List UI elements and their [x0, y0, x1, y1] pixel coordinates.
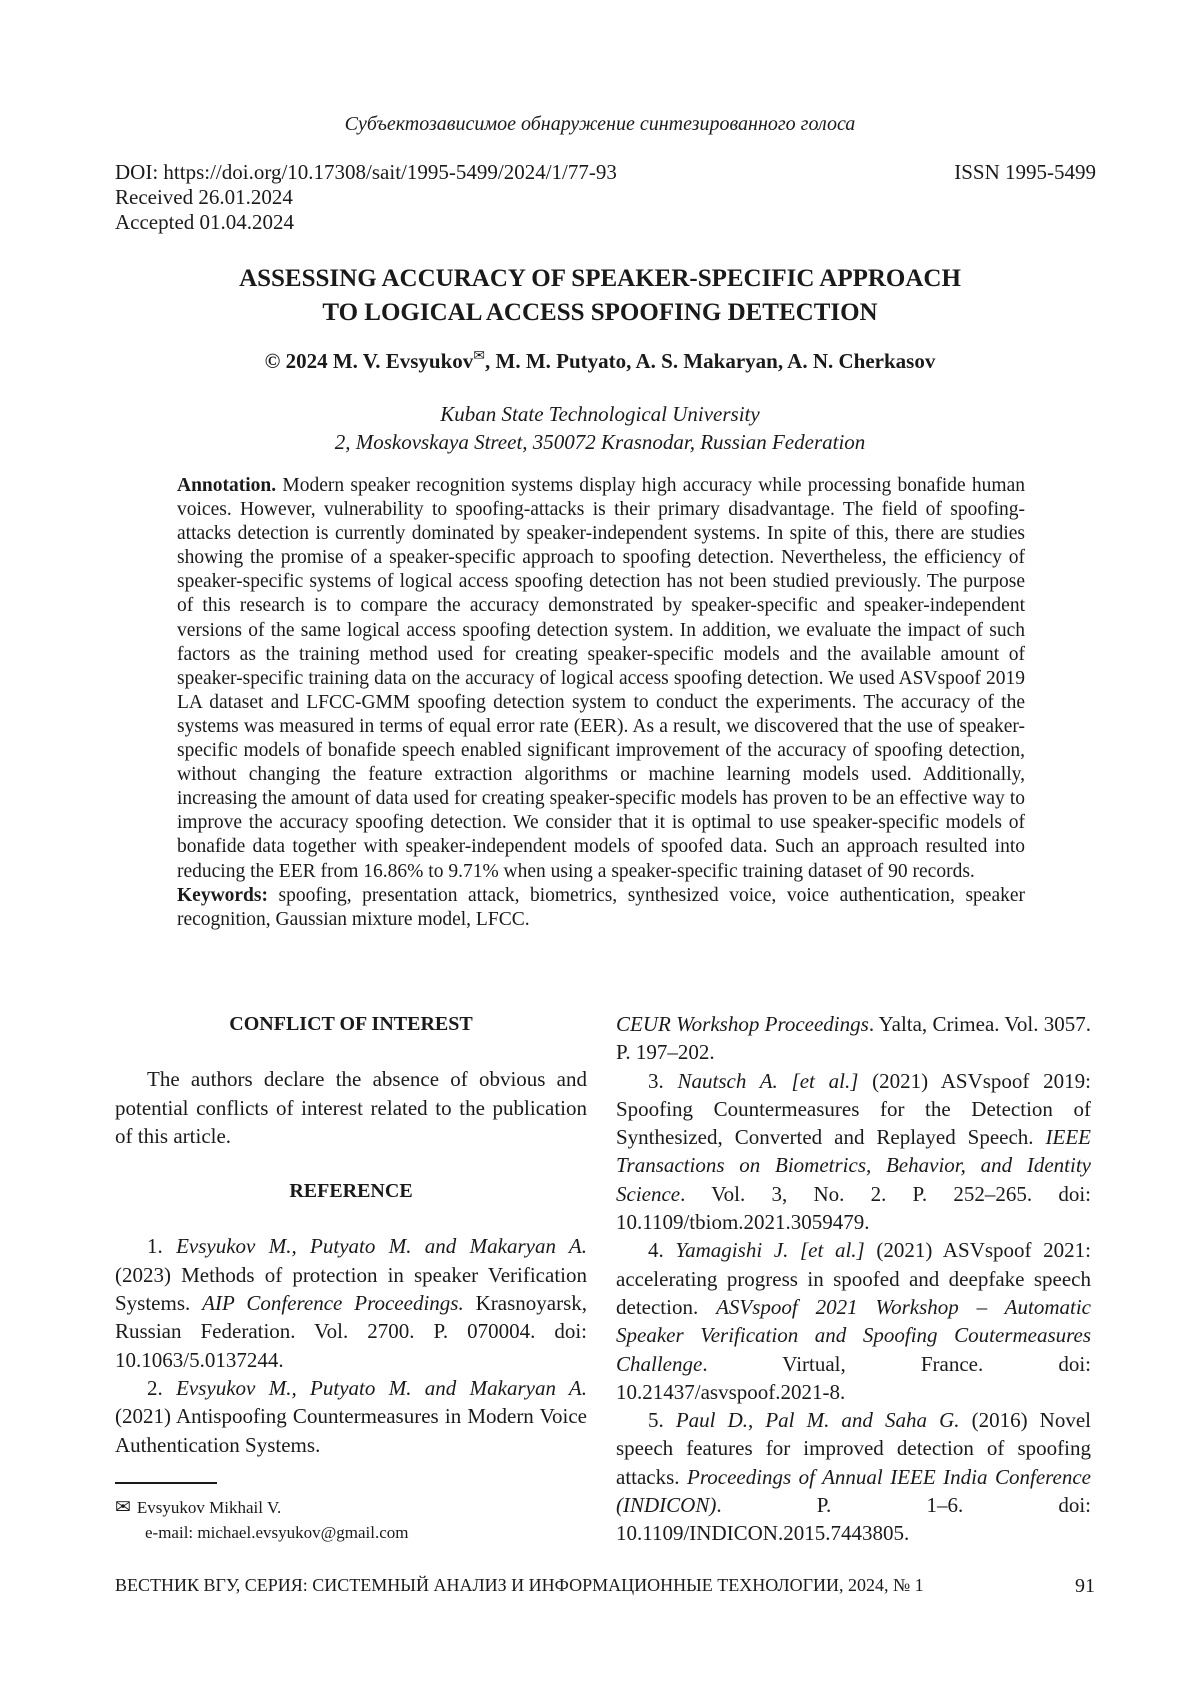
- envelope-icon: ✉: [115, 1497, 131, 1518]
- abstract-text: Modern speaker recognition systems display high accuracy while processing bonafide human voices. However, vulnerability to spoofing-attacks is their primary disadvantage. The field of spoofing-attacks detection is currently dominated by speaker-independent systems. In spite of this, there are studies showing the promise of a speaker-specific approach to spoofing detection. Nevertheless, the efficiency of speaker-specific systems of logical access spoofing detection has not been studied previously. The purpose of this research is to compare the accuracy demonstrated by speaker-specific and speaker-independent versions of the same logical access spoofing detection system. In addition, we evaluate the impact of such factors as the training method used for creating speaker-specific models and the available amount of speaker-specific training data on the accuracy of logical access spoofing detection. We used ASVspoof 2019 LA dataset and LFCC-GMM spoofing detection system to conduct the experiments. The accuracy of the systems was measured in terms of equal error rate (EER). As a result, we discovered that the use of speaker-specific models of bonafide speech enabled significant improvement of the accuracy of spoofing detection, without changing the feature extraction algorithms or machine learning models used. Additionally, increasing the amount of data used for creating speaker-specific models has proven to be an effective way to improve the accuracy spoofing detection. We consider that it is optimal to use speaker-specific models of bonafide data together with speaker-independent models of spoofed data. Such an approach resulted into reducing the EER from 16.86% to 9.71% when using a speaker-specific training dataset of 90 records.: [177, 475, 1025, 882]
- affiliation-address: 2, Moskovskaya Street, 350072 Krasnodar, Russian Federation: [334, 430, 866, 454]
- reference-item-2-start: 2. Evsyukov M., Putyato M. and Makaryan A. (2021) Antispoofing Countermeasures in Modern Voice Authentication Systems.: [115, 1375, 587, 1457]
- accepted-date: Accepted 01.04.2024: [115, 210, 295, 234]
- reference-item-5: 5. Paul D., Pal M. and Saha G. (2016) Novel speech features for improved detection of spoofing attacks. Proceedings of Annual IEEE India Conference (INDICON). P. 1–6. doi: 10.1109/INDICON.2015.7443805.: [616, 1408, 1092, 1546]
- keywords-label: Keywords:: [177, 884, 268, 906]
- article-title: [0, 262, 1200, 330]
- page-number: 91: [1075, 1575, 1095, 1597]
- conflict-heading: CONFLICT OF INTEREST: [229, 1013, 473, 1035]
- reference-item-1: 1. Evsyukov M., Putyato M. and Makaryan A. (2023) Methods of protection in speaker Verification Systems. AIP Conference Proceedings. Krasnoyarsk, Russian Federation. Vol. 2700. P. 070004. doi: 10.1063/5.0137244.: [115, 1234, 587, 1372]
- page-footer: [115, 1575, 1095, 1598]
- keywords-text: spoofing, presentation attack, biometrics, synthesized voice, voice authentication, speaker recognition, Gaussian mixture model, LFCC.: [177, 884, 1025, 930]
- title-line-1: ASSESSING ACCURACY OF SPEAKER-SPECIFIC APPROACH: [239, 265, 961, 292]
- reference-heading: REFERENCE: [289, 1180, 413, 1203]
- article-meta: [115, 160, 617, 235]
- authors-rest: , M. M. Putyato, A. S. Makaryan, A. N. Cherkasov: [485, 349, 936, 373]
- reference-item-2-end: CEUR Workshop Proceedings. Yalta, Crimea. Vol. 3057. P. 197–202.: [616, 1012, 1091, 1065]
- abstract-label: Annotation.: [177, 475, 277, 496]
- reference-item-4: 4. Yamagishi J. [et al.] (2021) ASVspoof 2021: accelerating progress in spoofed and deepfake speech detection. ASVspoof 2021 Workshop – Automatic Speaker Verification and Spoofing Coutermeasures Challenge. Virtual, France. doi: 10.21437/asvspoof.2021-8.: [616, 1238, 1091, 1404]
- footnote-email[interactable]: e-mail: michael.evsyukov@gmail.com: [145, 1523, 409, 1542]
- mail-icon: ✉: [473, 349, 486, 364]
- reference-item-3: 3. Nautsch A. [et al.] (2021) ASVspoof 2019: Spoofing Countermeasures for the Detection of Synthesized, Converted and Replayed Speech. IEEE Transactions on Biometrics, Behavior, and Identity Science. Vol. 3, No. 2. P. 252–265. doi: 10.1109/tbiom.2021.3059479.: [616, 1068, 1092, 1235]
- received-date: Received 26.01.2024: [115, 185, 293, 209]
- left-column: [115, 1010, 587, 1459]
- author-list: [0, 348, 1200, 374]
- conflict-text: The authors declare the absence of obvious and potential conflicts of interest related to the publication of this article.: [115, 1067, 587, 1148]
- authors-prefix: © 2024 M. V. Evsyukov: [264, 349, 474, 373]
- affiliation-institution: Kuban State Technological University: [440, 402, 760, 426]
- title-line-2: TO LOGICAL ACCESS SPOOFING DETECTION: [322, 299, 878, 326]
- affiliation: [0, 400, 1200, 456]
- footnote: [115, 1495, 409, 1545]
- footnote-divider: [115, 1482, 217, 1484]
- journal-name: ВЕСТНИК ВГУ, СЕРИЯ: СИСТЕМНЫЙ АНАЛИЗ И ИНФОРМАЦИОННЫЕ ТЕХНОЛОГИИ, 2024, № 1: [115, 1575, 924, 1595]
- running-header: Субъектозависимое обнаружение синтезированного голоса: [344, 113, 856, 135]
- abstract-block: [177, 474, 1025, 932]
- footnote-author: Evsyukov Mikhail V.: [136, 1498, 282, 1517]
- issn: ISSN 1995-5499: [954, 160, 1096, 184]
- doi-link[interactable]: DOI: https://doi.org/10.17308/sait/1995-5499/2024/1/77-93: [115, 160, 617, 184]
- right-column: [616, 1010, 1091, 1548]
